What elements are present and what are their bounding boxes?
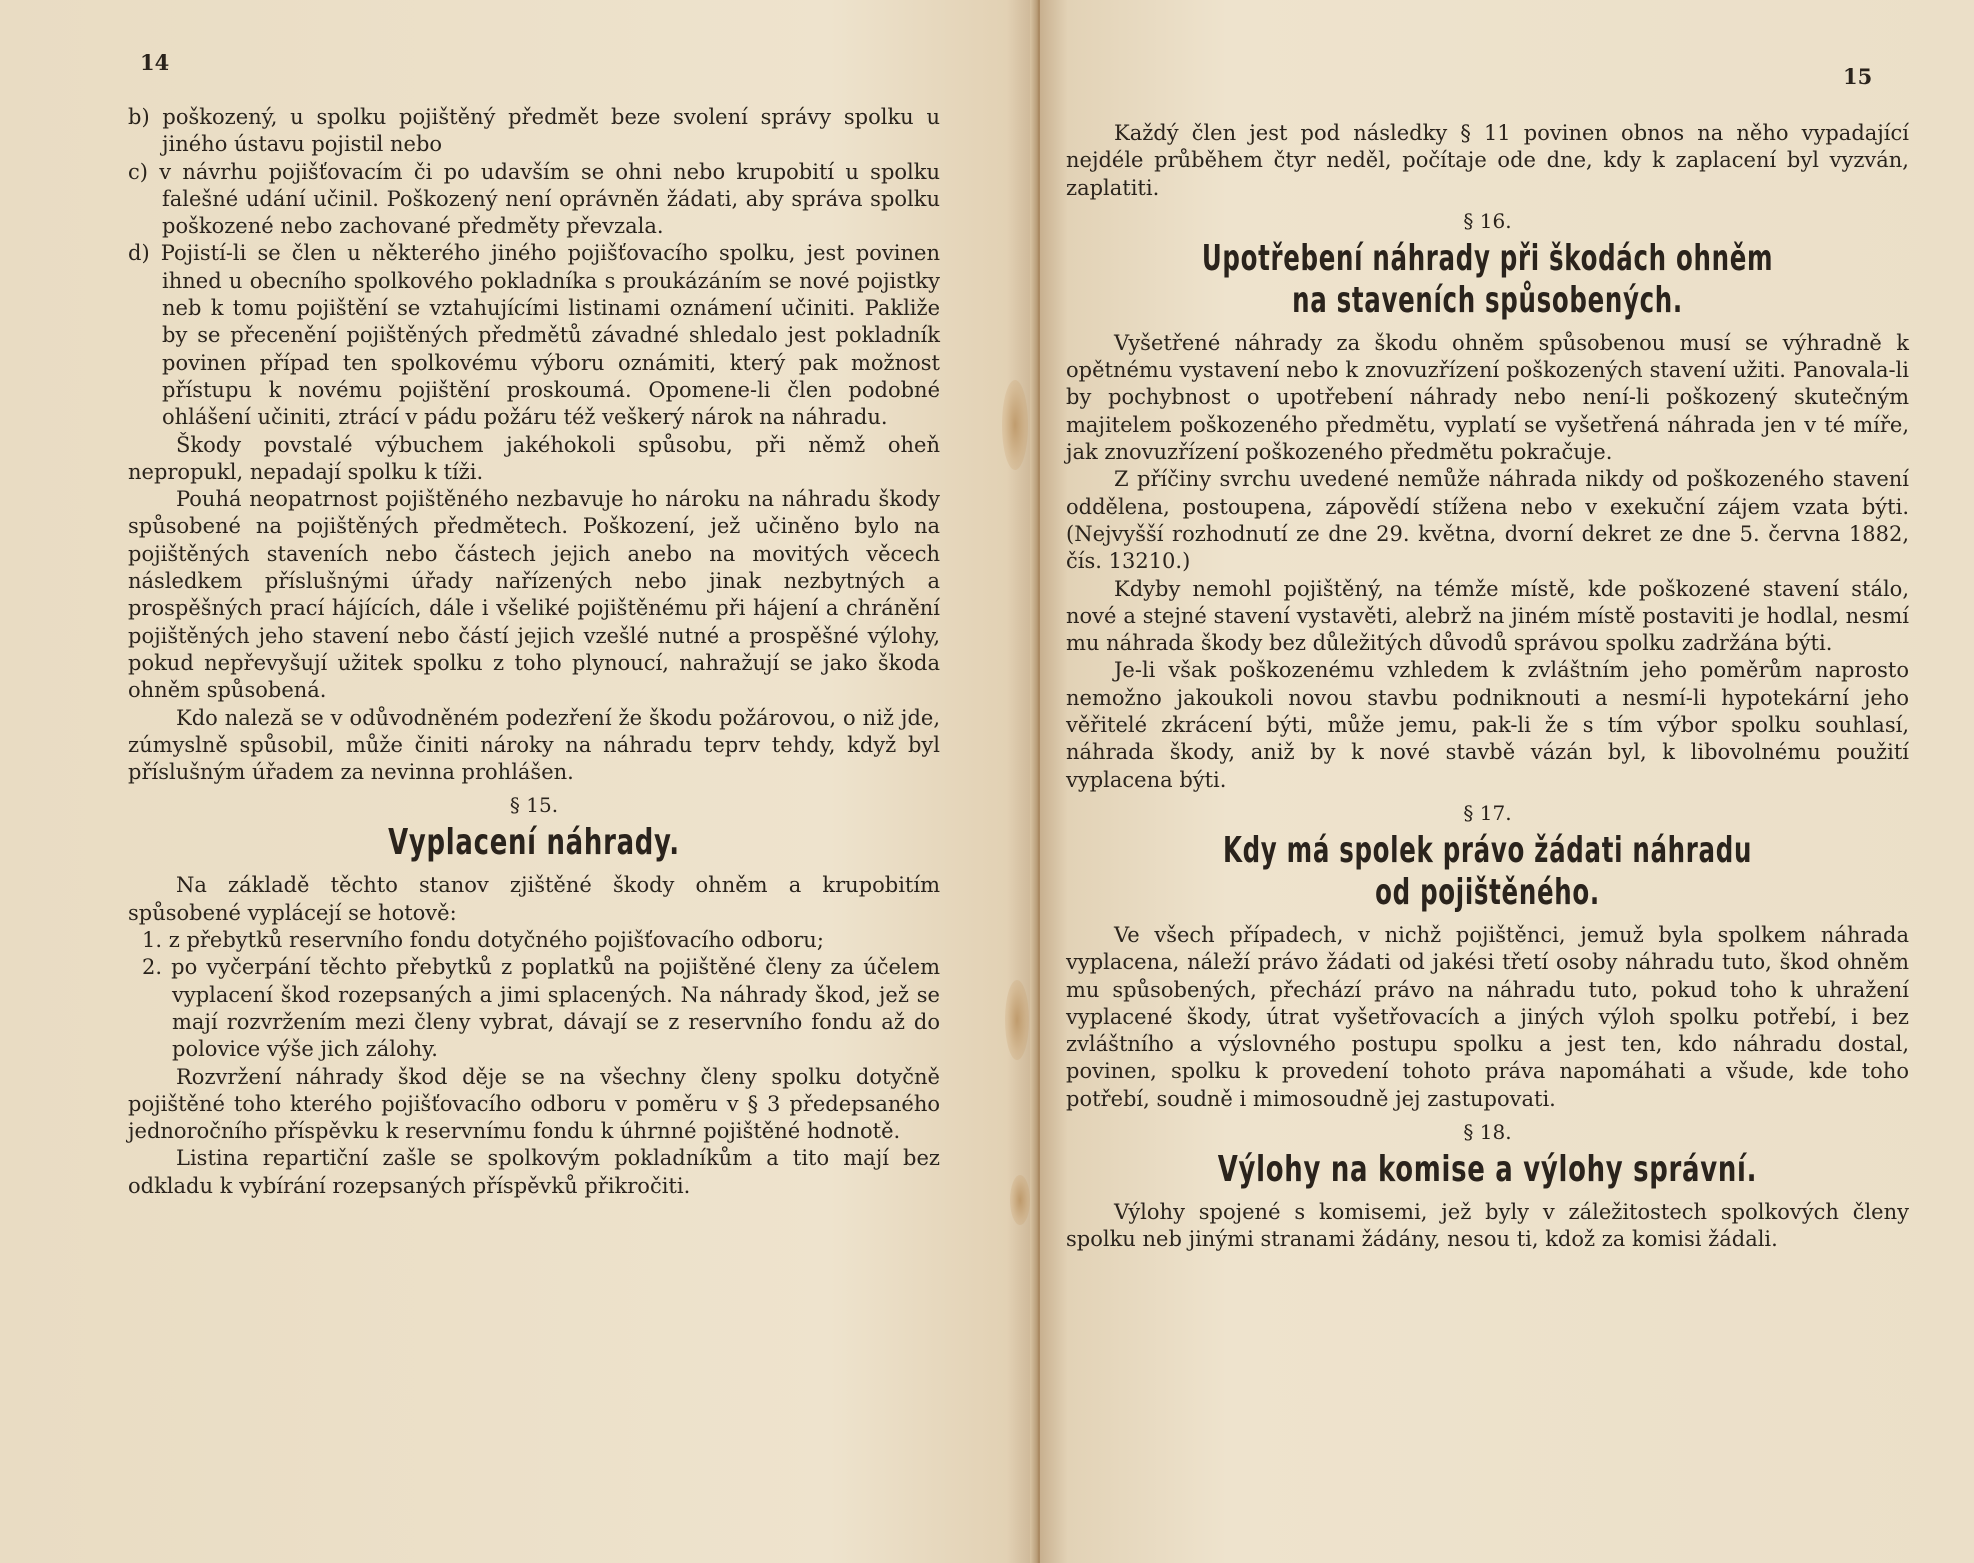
paper-stain	[1005, 980, 1029, 1060]
right-page-text	[1066, 120, 1909, 1254]
numbered-item: 2. po vyčerpání těchto přebytků z poplatků na pojištěné členy za účelem vyplacení škod rozepsaných a jimi splacených. Na náhrady škod, jež se mají rozvržením mezi členy vybrat, dávají se z reservního fondu až do polovice výše jich zálohy.	[142, 955, 940, 1062]
paragraph: Kdyby nemohl pojištěný, na témže místě, kde poškozené stavení stálo, nové a stejné stavení vystavěti, alebrž na jiném místě postaviti je hodlal, nesmí mu náhrada škody bez důležitých důvodů správou spolku zadržána býti.	[1066, 576, 1909, 656]
paragraph: Listina repartiční zašle se spolkovým pokladníkům a tito mají bez odkladu k vybírání rozepsaných příspěvků přikročiti.	[128, 1146, 940, 1198]
paragraph: Každý člen jest pod následky § 11 povinen obnos na něho vypadající nejdéle průběhem čtyr neděl, počítaje ode dne, kdy k zaplacení byl vyzván, zaplatiti.	[1066, 121, 1909, 200]
paragraph: Vyšetřené náhrady za škodu ohněm spůsobenou musí se výhradně k opětnému vystavení nebo k znovuzřízení poškozených stavení užiti. Panovala-li by pochybnost o upotřebení náhrady nebo není-li poškozený skutečným majitelem poškozeného předmětu, vyplatí se vyšetřená náhrada jen v té míře, jak znovuzřízení poškozeného předmětu pokračuje.	[1066, 330, 1909, 465]
section-number: § 16.	[1463, 208, 1512, 233]
numbered-item: 1. z přebytků reservního fondu dotyčného pojišťovacího odboru;	[142, 928, 824, 953]
paragraph: Výlohy spojené s komisemi, jež byly v záležitostech spolkových členy spolku neb jinými stranami žádány, nesou ti, kdož za komisi žádali.	[1066, 1200, 1909, 1252]
section-number: § 18.	[1463, 1120, 1512, 1145]
section-heading: Kdy má spolek právo žádati náhradu od pojištěného.	[1222, 829, 1753, 913]
page-number-left: 14	[140, 50, 170, 75]
paragraph: Z příčiny svrchu uvedené nemůže náhrada nikdy od poškozeného stavení oddělena, postoupena, zápovědí stížena nebo v exekuční zájem vzata býti. (Nejvyšší rozhodnutí ze dne 29. května, dvorní dekret ze dne 5. června 1882, čís. 13210.)	[1066, 467, 1909, 574]
paragraph: Rozvržení náhrady škod děje se na všechny členy spolku dotyčně pojištěné toho kterého pojišťovacího odboru v poměru v § 3 předepsaného jednoročního příspěvku k reservnímu fondu k úhrnné pojištěné hodnotě.	[128, 1064, 940, 1144]
left-page-text	[128, 104, 940, 1200]
paragraph: Ve všech případech, v nichž pojištěnci, jemuž byla spolkem náhrada vyplacena, náleží právo žádati od jakési třetí osoby náhradu tuto, škod ohněm mu spůsobených, přechází právo na náhradu tuto, pokud toho k uhražení vyplacené škody, útrat vyšetřovacích a jiných výloh spolku potřebí, i bez zvláštního a výslovného postupu spolku a jest ten, kdo náhradu dostal, povinen, spolku k provedení tohoto práva napomáhati a všude, kde toho potřebí, soudně i mimosoudně jej zastupovati.	[1066, 922, 1909, 1111]
section-number: § 17.	[1463, 800, 1512, 825]
lettered-item: d) Pojistí-li se člen u některého jiného pojišťovacího spolku, jest povinen ihned u obecního spolkového pokladníka s proukázáním se nové pojistky neb k tomu pojištění se vztahujícími listinami oznámení učiniti. Pakliže by se přecenění pojištěných předmětů závadné shledalo jest pokladník povinen případ ten spolkovému výboru oznámiti, který pak možnost přístupu k novému pojištění proskoumá. Opomene-li člen podobné ohlášení učiniti, ztrácí v pádu požáru též veškerý nárok na náhradu.	[128, 241, 940, 430]
paragraph: Je-li však poškozenému vzhledem k zvláštním jeho poměrům naprosto nemožno jakoukoli novou stavbu podniknouti a nesmí-li hypotekární jeho věřitelé zkrácení býti, může jemu, pak-li že s tím výbor spolku souhlasí, náhrada škody, aniž by k nové stavbě vázán byl, k libovolnému použití vyplacena býti.	[1066, 658, 1909, 792]
section-heading: Vyplacení náhrady.	[388, 822, 680, 864]
lettered-item: b) poškozený, u spolku pojištěný předmět beze svolení správy spolku u jiného ústavu pojistil nebo	[128, 105, 940, 157]
paragraph: Na základě těchto stanov zjištěné škody ohněm a krupobitím spůsobené vyplácejí se hotově:	[128, 873, 940, 925]
paragraph: Škody povstalé výbuchem jakéhokoli spůsobu, při němž oheň nepropukl, nepadají spolku k tíži.	[128, 432, 940, 484]
section-heading: Upotřebení náhrady při škodách ohněm na staveních spůsobených.	[1201, 237, 1774, 321]
paragraph: Pouhá neopatrnost pojištěného nezbavuje ho nároku na náhradu škody spůsobené na pojištěných předmětech. Poškození, jež učiněno bylo na pojištěných staveních nebo částech jejich anebo na movitých věcech následkem příslušnými úřady nařízených nebo jinak nezbytných a prospěšných prací hájících, dále i všeliké pojištěnému při hájení a chránění pojištěných jeho stavení nebo částí jejich vzešlé nutné a prospěšné výlohy, pokud nepřevyšují užitek spolku z toho plynoucí, nahražují se jako škoda ohněm spůsobená.	[128, 487, 940, 703]
section-heading: Výlohy na komise a výlohy správní.	[1217, 1149, 1758, 1191]
paper-stain	[1010, 1175, 1030, 1225]
lettered-item: c) v návrhu pojišťovacím či po udavším se ohni nebo krupobití u spolku falešné udání učinil. Poškozený není oprávněn žádati, aby správa spolku poškozené nebo zachované předměty převzala.	[128, 159, 940, 239]
right-page	[1040, 0, 1974, 1563]
paper-stain	[1002, 380, 1028, 470]
page-number-right: 15	[1843, 64, 1873, 89]
paragraph: Kdo naleză se v odůvodněném podezření že škodu požárovou, o niž jde, zúmyslně spůsobil, může činiti nároky na náhradu teprv tehdy, když byl příslušným úřadem za nevinna prohlášen.	[128, 705, 940, 785]
section-number: § 15.	[509, 793, 559, 818]
